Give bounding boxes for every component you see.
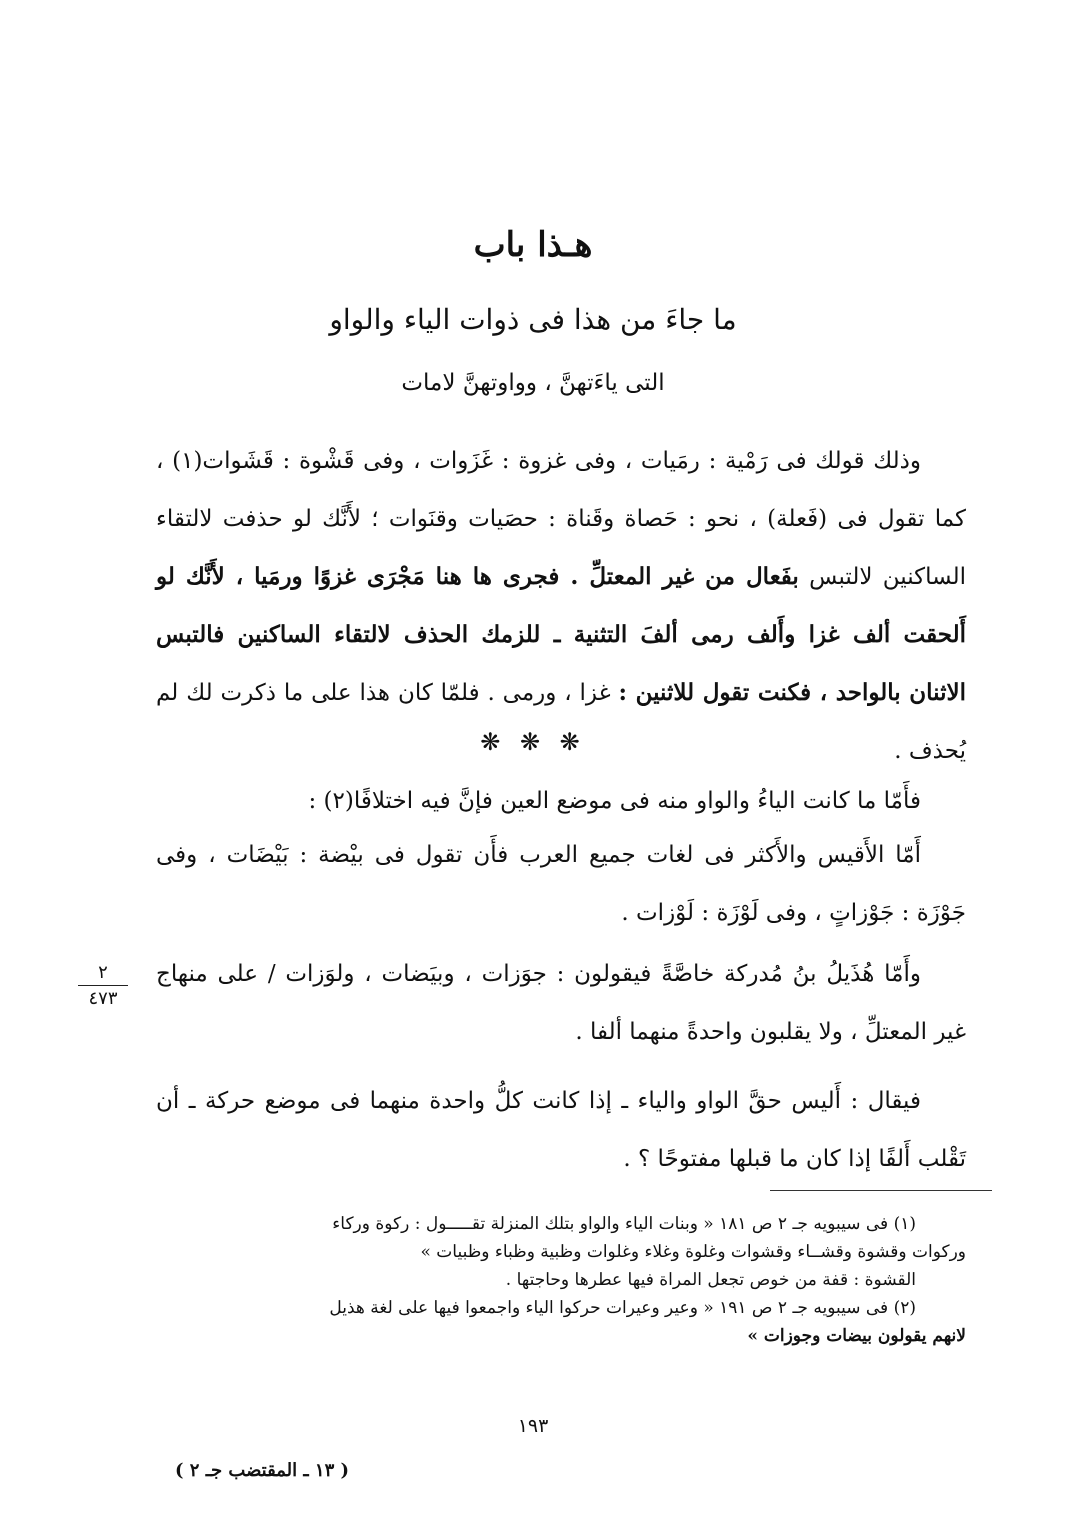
footnotes xyxy=(126,1210,966,1350)
footnote-separator xyxy=(770,1190,992,1191)
footnote-2-line-2: لانهم يقولون بيضات وجوزات » xyxy=(747,1326,966,1346)
paragraph-1-text: وذلك قولك فى رَمْية : رمَيات ، وفى غزوة : غَزَوات ، وفى قَشْوة : قَشَوات(١) ، كما تقول فى (فَعلة) ، نحو : حَصاة وقَناة : حصَيات وقنَوات ؛ لأَنَّك لو حذفت لالتقاء الساكنين لالتبس xyxy=(156,448,967,590)
paragraph-4: وأَمّا هُذَيلُ بنُ مُدركة خاصَّةً فيقولون : جوَزات ، وبيَضات ، ولوَزات / على منهاج غير المعتلِّ ، ولا يقلبون واحدةً منهما ألفا . xyxy=(156,961,966,1045)
margin-page-reference xyxy=(78,962,128,1009)
margin-reference-top: ٢ xyxy=(78,962,128,986)
section-divider-stars: ❋ ❋ ❋ xyxy=(480,728,586,756)
paragraph-3: أَمّا الأَقيس والأَكثر فى لغات جميع العرب فأَن تقول فى بيْضة : بَيْضَات ، وفى جَوْزَة : جَوْزاتٍ ، وفى لَوْزَة : لَوْزات . xyxy=(156,842,966,926)
chapter-title: هـذا باب xyxy=(473,225,593,265)
footnote-1-line-2: وركوات وقشوة وقشــاء وقشوات وغلوة وغلاء وغلوات وظبية وظباء وظبيات » xyxy=(420,1242,966,1262)
chapter-subtitle-secondary: التى ياءَتهنَّ ، وواوتهنَّ لامات xyxy=(401,370,665,396)
book-signature: ( ١٣ ـ المقتضب جـ ٢ ) xyxy=(175,1460,350,1481)
paragraph-1-end-text: غزا ، ورمى . فلمّا كان هذا على ما ذكرت لك لم يُحذف . xyxy=(156,680,966,764)
footnote-2-line-1: (٢) فى سيبويه جـ ٢ ص ١٩١ « وعير وعيرات حركوا الياء واجمعوا فيها على لغة هذيل xyxy=(329,1298,916,1318)
footnote-1-line-1: (١) فى سيبويه جـ ٢ ص ١٨١ « وبنات الياء والواو بتلك المنزلة تقـــــول : ركوة وركاء xyxy=(332,1214,916,1234)
paragraph-2: فأَمّا ما كانت الياءُ والواو منه فى موضع العين فإنَّ فيه اختلافًا(٢) : xyxy=(308,788,921,814)
footnote-1-line-3: القشوة : قفة من خوص تجعل المراة فيها عطرها وحاجتها . xyxy=(505,1270,916,1290)
page-number: ١٩٣ xyxy=(517,1415,549,1437)
paragraph-5: فيقال : أَليس حقَّ الواو والياء ـ إذا كانت كلُّ واحدة منهما فى موضع حركة ـ أن تَقْلب أَلفًا إذا كان ما قبلها مفتوحًا ؟ . xyxy=(156,1088,966,1172)
paragraph-1-bold-text: بفَعال من غير المعتلِّ . فجرى ها هنا مَجْرَى غزوًا ورمَيا ، لأَنَّك لو أَلحقت ألف غزا وأَلف رمى ألفَ التثنية ـ للزمك الحذف لالتقاء الساكنين فالتبس الاثنان بالواحد ، فكنت تقول للاثنين : xyxy=(156,563,967,706)
chapter-subtitle: ما جاءَ من هذا فى ذوات الياء والواو xyxy=(329,303,737,336)
margin-reference-bottom: ٤٧٣ xyxy=(88,988,118,1009)
